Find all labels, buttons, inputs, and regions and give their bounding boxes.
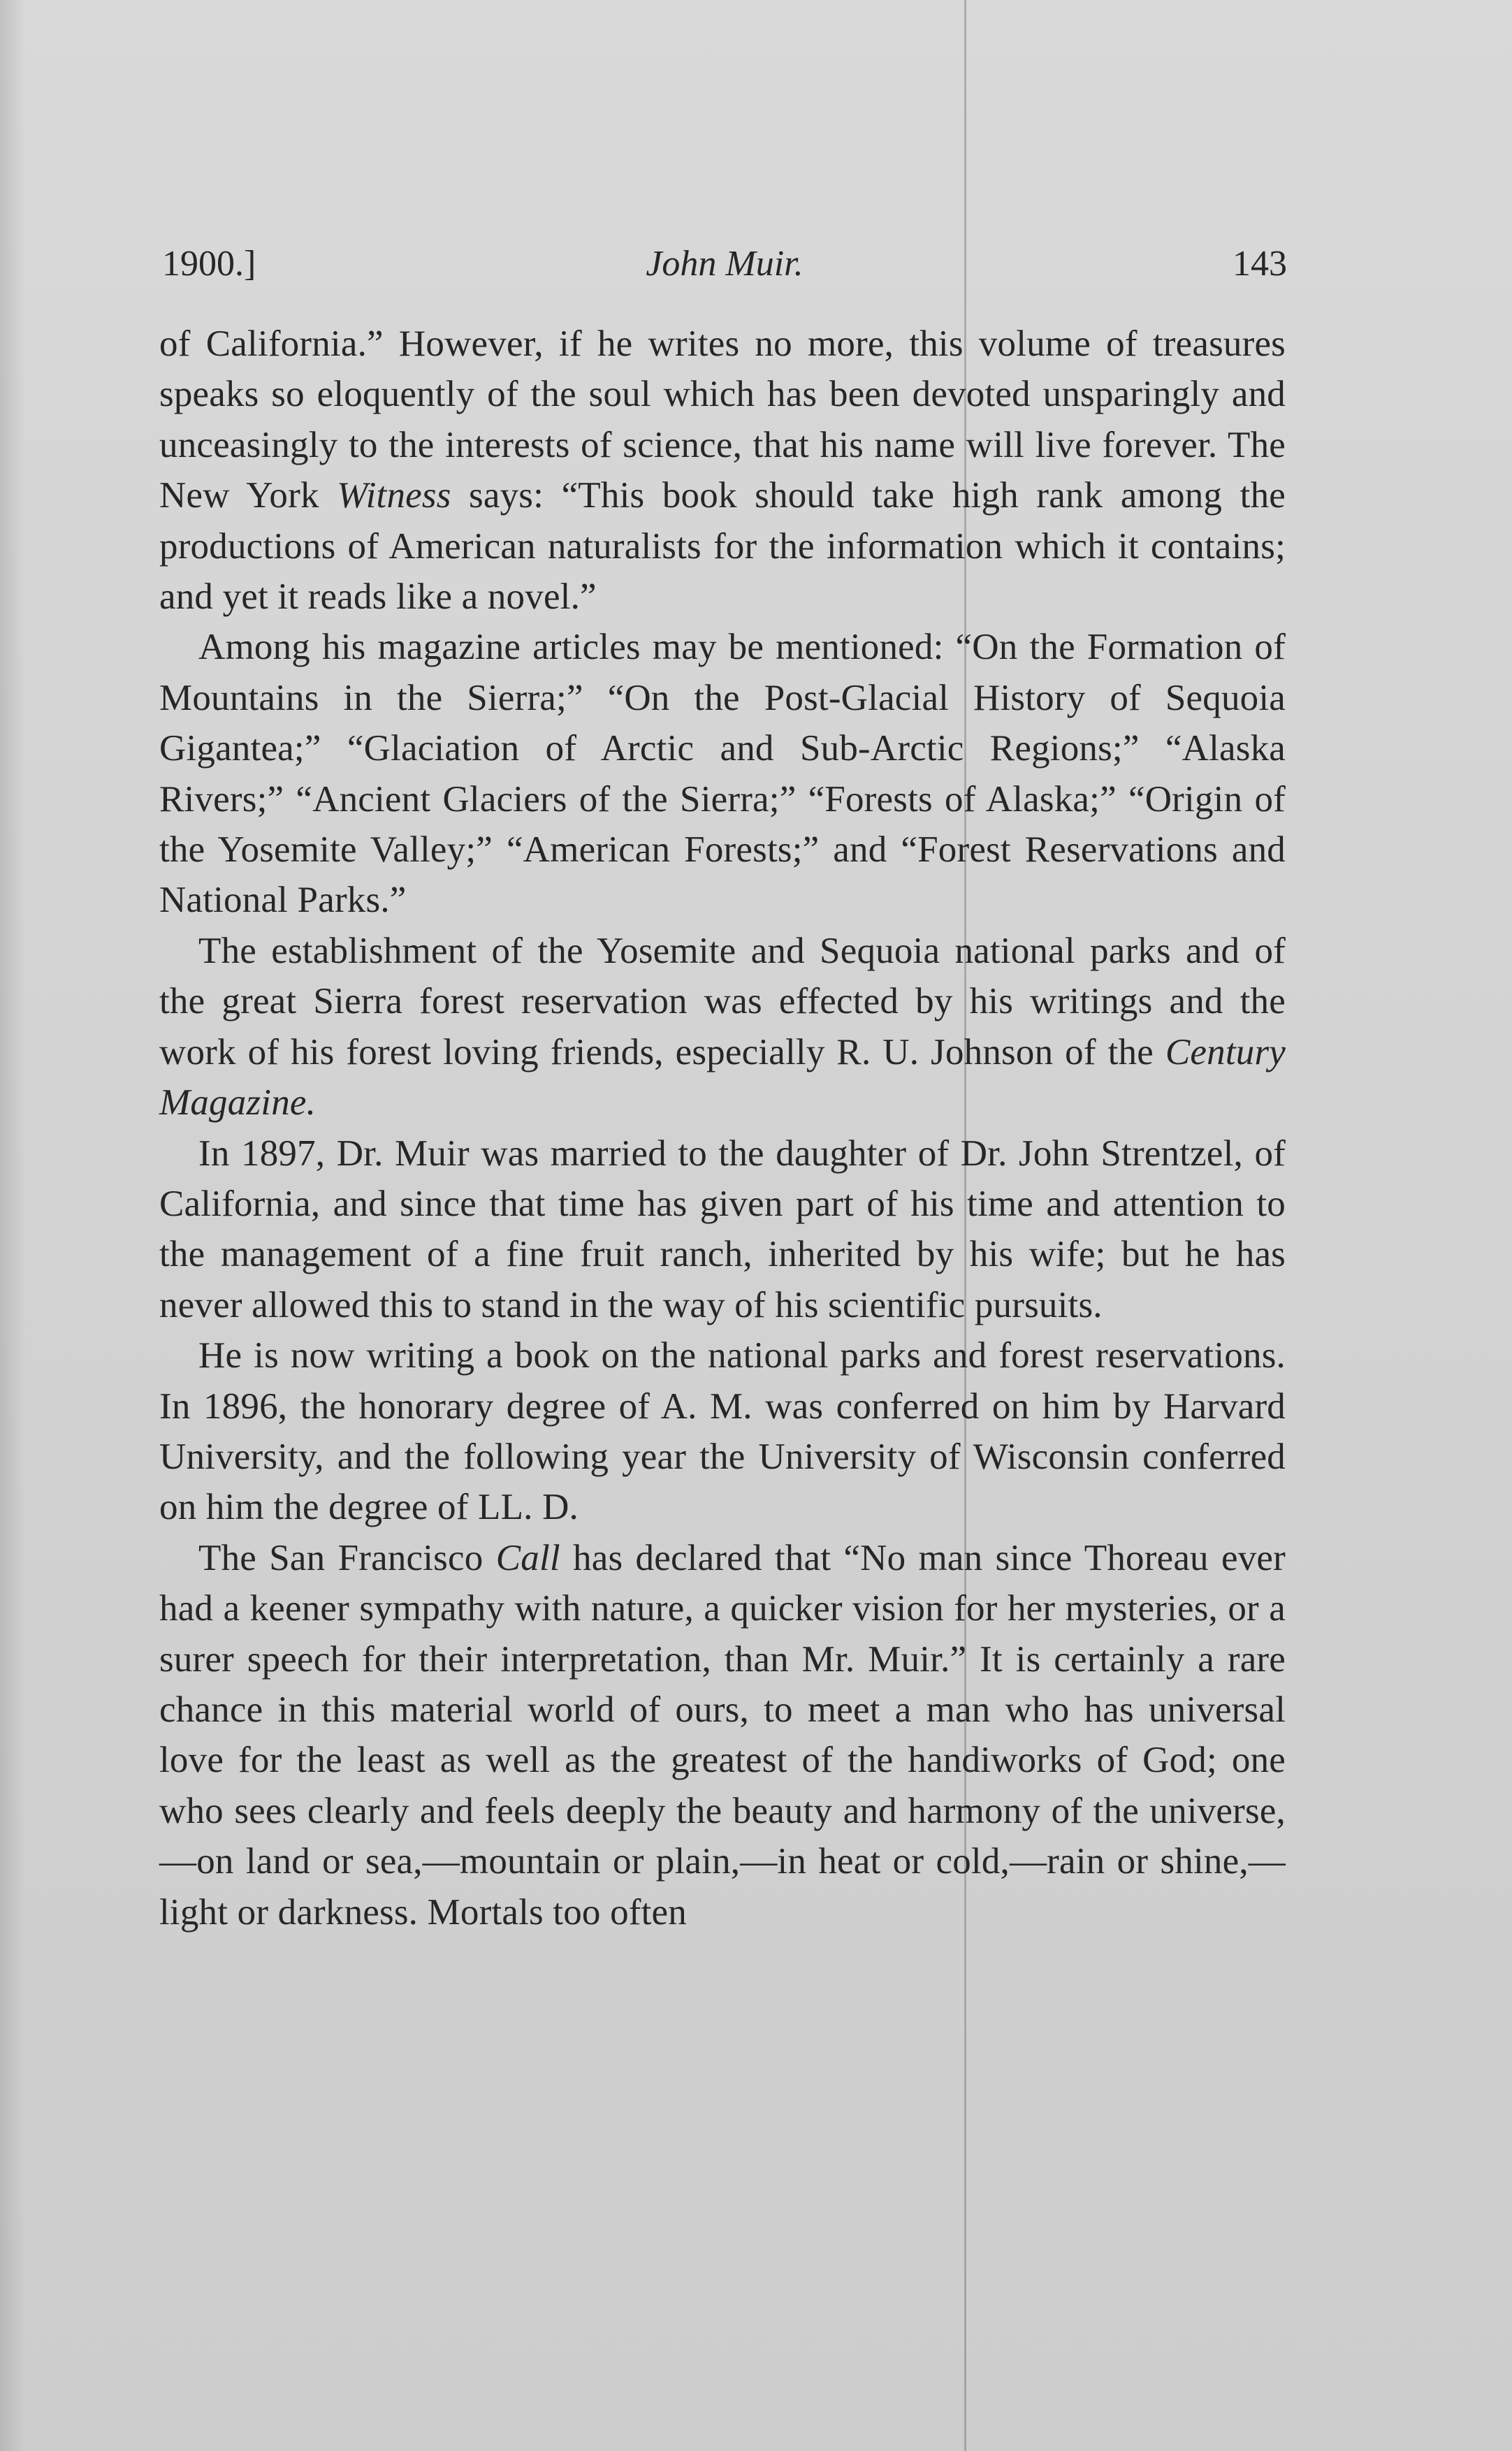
paragraph: [159, 1533, 1286, 1937]
paragraph: [159, 319, 1286, 622]
italic-text: Call: [495, 1537, 560, 1578]
italic-text: Century Magazine.: [159, 1031, 1286, 1123]
paragraph: [159, 1330, 1286, 1533]
text-run: He is now writing a book on the national parks and forest reservations. In 1896, the honorary degree of A. M. was conferred on him by Harvard University, and the following year the University of Wisconsin conferred on him the degree of LL. D.: [159, 1335, 1286, 1528]
header-year: 1900.]: [162, 244, 256, 284]
running-header: [162, 243, 1287, 299]
header-title: John Muir.: [646, 244, 804, 284]
italic-text: Witness: [337, 475, 451, 516]
text-run: The establishment of the Yosemite and Sequoia national parks and of the great Sierra forest reservation was effected by his writings and the work of his forest loving friends, especially R. U. Johnson of the: [159, 930, 1286, 1072]
paragraph: [159, 622, 1286, 925]
text-run: Among his magazine articles may be mentioned: “On the Formation of Mountains in the Sierra;” “On the Post-Glacial History of Sequoia Gigantea;” “Glaciation of Arctic and Sub-Arctic Regions;” “Alaska Rivers;” “Ancient Glaciers of the Sierra;” “Forests of Alaska;” “Origin of the Yosemite Valley;” “American Forests;” and “Forest Reservations and National Parks.”: [159, 627, 1286, 921]
text-run: says: “This book should take high rank among the productions of American naturalists for the information which it contains; and yet it reads like a novel.”: [159, 475, 1286, 618]
text-run: In 1897, Dr. Muir was married to the daughter of Dr. John Strentzel, of California, and since that time has given part of his time and attention to the management of a fine fruit ranch, inherited by his wife; but he has never allowed this to stand in the way of his scientific pursuits.: [159, 1133, 1286, 1325]
paragraph: [159, 1128, 1286, 1331]
page-number: 143: [1233, 244, 1287, 284]
text-run: The San Francisco: [198, 1537, 496, 1578]
text-run: has declared that “No man since Thoreau ever had a keener sympathy with nature, a quicker vision for her mysteries, or a surer speech for their interpretation, than Mr. Muir.” It is certainly a rare chance in this material world of ours, to meet a man who has universal love for the least as well as the greatest of the handiworks of God; one who sees clearly and feels deeply the beauty and harmony of the universe,—on land or sea,—mountain or plain,—in heat or cold,—rain or shine,—light or darkness. Mortals too often: [159, 1537, 1286, 1933]
body-text: [159, 319, 1286, 1937]
page-edge-shadow: [0, 0, 25, 2451]
text-run: of California.” However, if he writes no more, this volume of treasures speaks so eloquently of the soul which has been devoted unsparingly and unceasingly to the interests of science, that his name will live forever. The New York: [159, 323, 1286, 516]
paragraph: [159, 926, 1286, 1128]
